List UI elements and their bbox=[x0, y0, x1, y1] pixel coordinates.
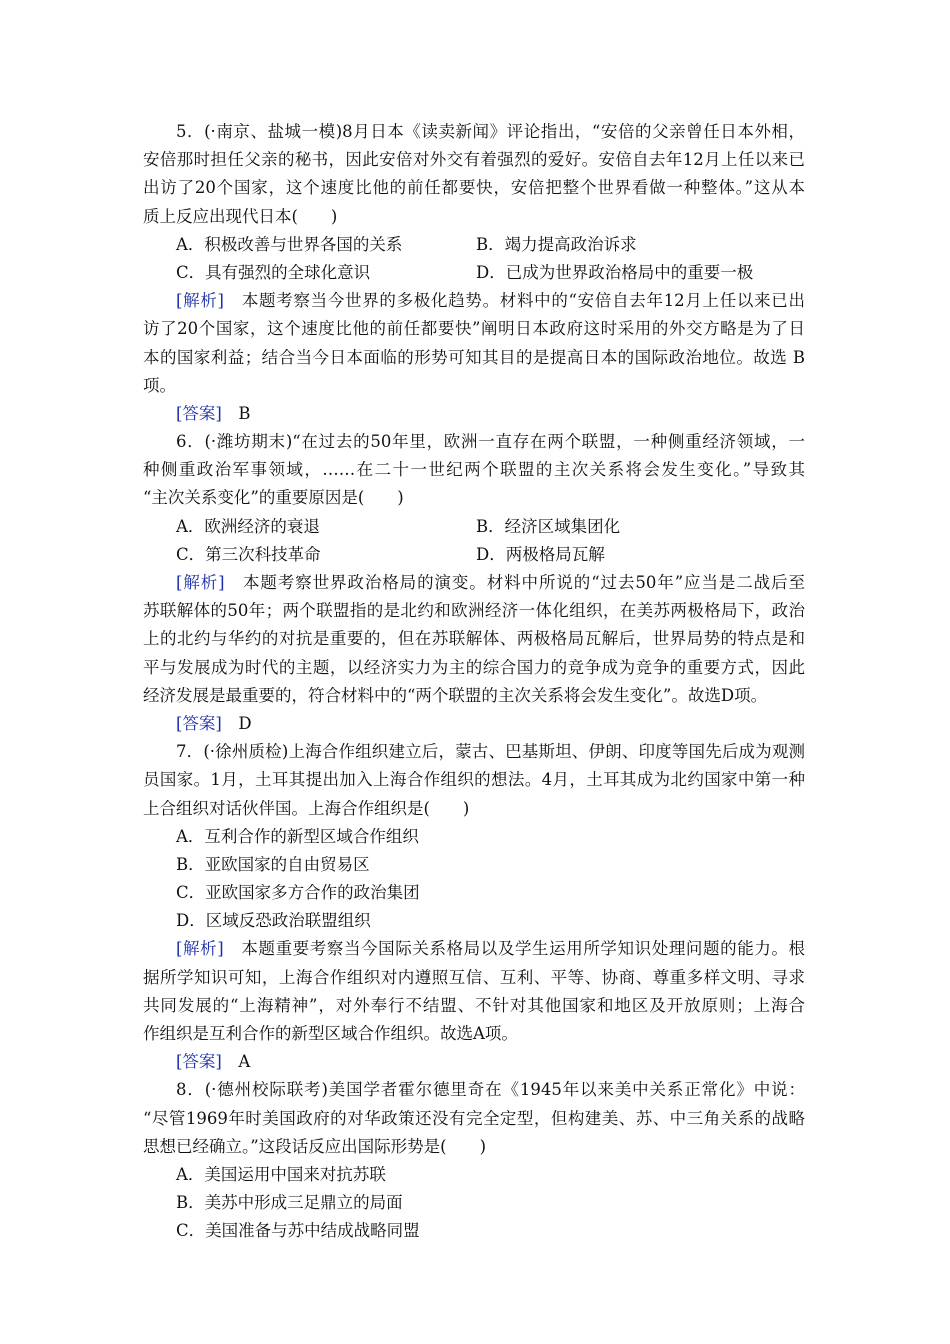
answer-line bbox=[143, 1048, 805, 1076]
answer-line bbox=[143, 710, 805, 738]
option-c: C．美国准备与苏中结成战略同盟 bbox=[176, 1221, 420, 1241]
analysis-text: 本题考察当今世界的多极化趋势。材料中的“安倍自去年12月上任以来已出 bbox=[241, 291, 805, 311]
answer-tag: [答案] bbox=[176, 713, 222, 733]
option-c: C．具有强烈的全球化意识 bbox=[176, 262, 371, 282]
analysis-line: 项。 bbox=[143, 375, 176, 395]
question-stem-line: 员国家。1月，土耳其提出加入上海合作组织的想法。4月，土耳其成为北约国家中第一种 bbox=[143, 770, 805, 790]
analysis-tag: [解析] bbox=[176, 939, 224, 959]
question-6 bbox=[143, 428, 805, 738]
option-c: C．亚欧国家多方合作的政治集团 bbox=[176, 883, 420, 903]
option-a: A．积极改善与世界各国的关系 bbox=[176, 234, 403, 254]
question-stem-line: “主次关系变化”的重要原因是( ) bbox=[143, 488, 404, 508]
answer-value: B bbox=[238, 403, 251, 423]
question-stem-line: “尽管1969年时美国政府的对华政策还没有完全定型，但构建美、苏、中三角关系的战略 bbox=[143, 1108, 805, 1128]
analysis-line: 作组织是互利合作的新型区域合作组织。故选A项。 bbox=[143, 1024, 518, 1043]
question-7 bbox=[143, 738, 805, 1076]
option-row bbox=[143, 231, 805, 259]
answer-value: A bbox=[238, 1052, 251, 1072]
analysis-line: 平与发展成为时代的主题，以经济实力为主的综合国力的竞争成为竞争的重要方式，因此 bbox=[143, 657, 805, 677]
question-stem-line: 安倍那时担任父亲的秘书，因此安倍对外交有着强烈的爱好。安倍自去年12月上任以来已 bbox=[143, 150, 805, 170]
question-list bbox=[143, 118, 805, 1246]
option-row bbox=[143, 259, 805, 287]
question-stem-line: 7．(·徐州质检)上海合作组织建立后，蒙古、巴基斯坦、伊朗、印度等国先后成为观测 bbox=[176, 742, 805, 762]
answer-line bbox=[143, 400, 805, 428]
analysis-tag: [解析] bbox=[176, 291, 224, 311]
option-b: B．亚欧国家的自由贸易区 bbox=[176, 854, 370, 874]
analysis-line: 本的国家利益；结合当今日本面临的形势可知其目的是提高日本的国际政治地位。故选 B bbox=[143, 347, 805, 367]
analysis-line bbox=[143, 935, 805, 963]
analysis-line: 访了20个国家，这个速度比他的前任都要快”阐明日本政府这时采用的外交方略是为了日 bbox=[143, 319, 805, 339]
analysis-line: 据所学知识可知，上海合作组织对内遵照互信、互利、平等、协商、尊重多样文明、寻求 bbox=[143, 967, 805, 987]
option-b: B．美苏中形成三足鼎立的局面 bbox=[176, 1193, 403, 1213]
analysis-line bbox=[143, 287, 805, 315]
question-stem-line: 出访了20个国家，这个速度比他的前任都要快，安倍把整个世界看做一种整体。”这从本 bbox=[143, 178, 805, 198]
question-stem-line: 种侧重政治军事领域，……在二十一世纪两个联盟的主次关系将会发生变化。”导致其 bbox=[143, 460, 805, 480]
option-b: B．竭力提高政治诉求 bbox=[476, 234, 637, 254]
analysis-line: 共同发展的“上海精神”，对外奉行不结盟、不针对其他国家和地区及开放原则；上海合 bbox=[143, 995, 805, 1015]
question-stem-line: 质上反应出现代日本( ) bbox=[143, 206, 338, 226]
question-stem-line: 8．(·德州校际联考)美国学者霍尔德里奇在《1945年以来美中关系正常化》中说： bbox=[176, 1080, 805, 1100]
question-stem-line: 上合组织对话伙伴国。上海合作组织是( ) bbox=[143, 798, 470, 818]
option-a: A．欧洲经济的衰退 bbox=[176, 516, 320, 536]
option-d: D．区域反恐政治联盟组织 bbox=[176, 911, 371, 931]
option-a: A．互利合作的新型区域合作组织 bbox=[176, 826, 419, 846]
question-stem-line: 6．(·潍坊期末)“在过去的50年里，欧洲一直存在两个联盟，一种侧重经济领域，一 bbox=[176, 432, 805, 452]
analysis-line bbox=[143, 569, 805, 597]
question-5 bbox=[143, 118, 805, 428]
option-row bbox=[143, 513, 805, 541]
analysis-line: 苏联解体的50年；两个联盟指的是北约和欧洲经济一体化组织，在美苏两极格局下，政治 bbox=[143, 601, 805, 621]
question-8 bbox=[143, 1076, 805, 1245]
question-stem-line: 思想已经确立。”这段话反应出国际形势是( ) bbox=[143, 1136, 487, 1156]
option-a: A．美国运用中国来对抗苏联 bbox=[176, 1164, 386, 1184]
question-stem-line: 5．(·南京、盐城一模)8月日本《读卖新闻》评论指出，“安倍的父亲曾任日本外相， bbox=[176, 122, 805, 141]
answer-value: D bbox=[238, 713, 252, 733]
answer-tag: [答案] bbox=[176, 403, 222, 423]
answer-tag: [答案] bbox=[176, 1052, 222, 1072]
analysis-tag: [解析] bbox=[176, 573, 225, 592]
analysis-text: 本题考察世界政治格局的演变。材料中所说的“过去50年”应当是二战后至 bbox=[242, 573, 805, 592]
analysis-line: 经济发展是最重要的，符合材料中的“两个联盟的主次关系将会发生变化”。故选D项。 bbox=[143, 685, 768, 705]
analysis-line: 上的北约与华约的对抗是重要的，但在苏联解体、两极格局瓦解后，世界局势的特点是和 bbox=[143, 629, 805, 649]
option-b: B．经济区域集团化 bbox=[476, 516, 621, 536]
option-d: D．两极格局瓦解 bbox=[476, 544, 605, 564]
option-c: C．第三次科技革命 bbox=[176, 544, 321, 564]
analysis-text: 本题重要考察当今国际关系格局以及学生运用所学知识处理问题的能力。根 bbox=[241, 939, 805, 959]
option-d: D．已成为世界政治格局中的重要一极 bbox=[476, 262, 754, 282]
option-row bbox=[143, 541, 805, 569]
